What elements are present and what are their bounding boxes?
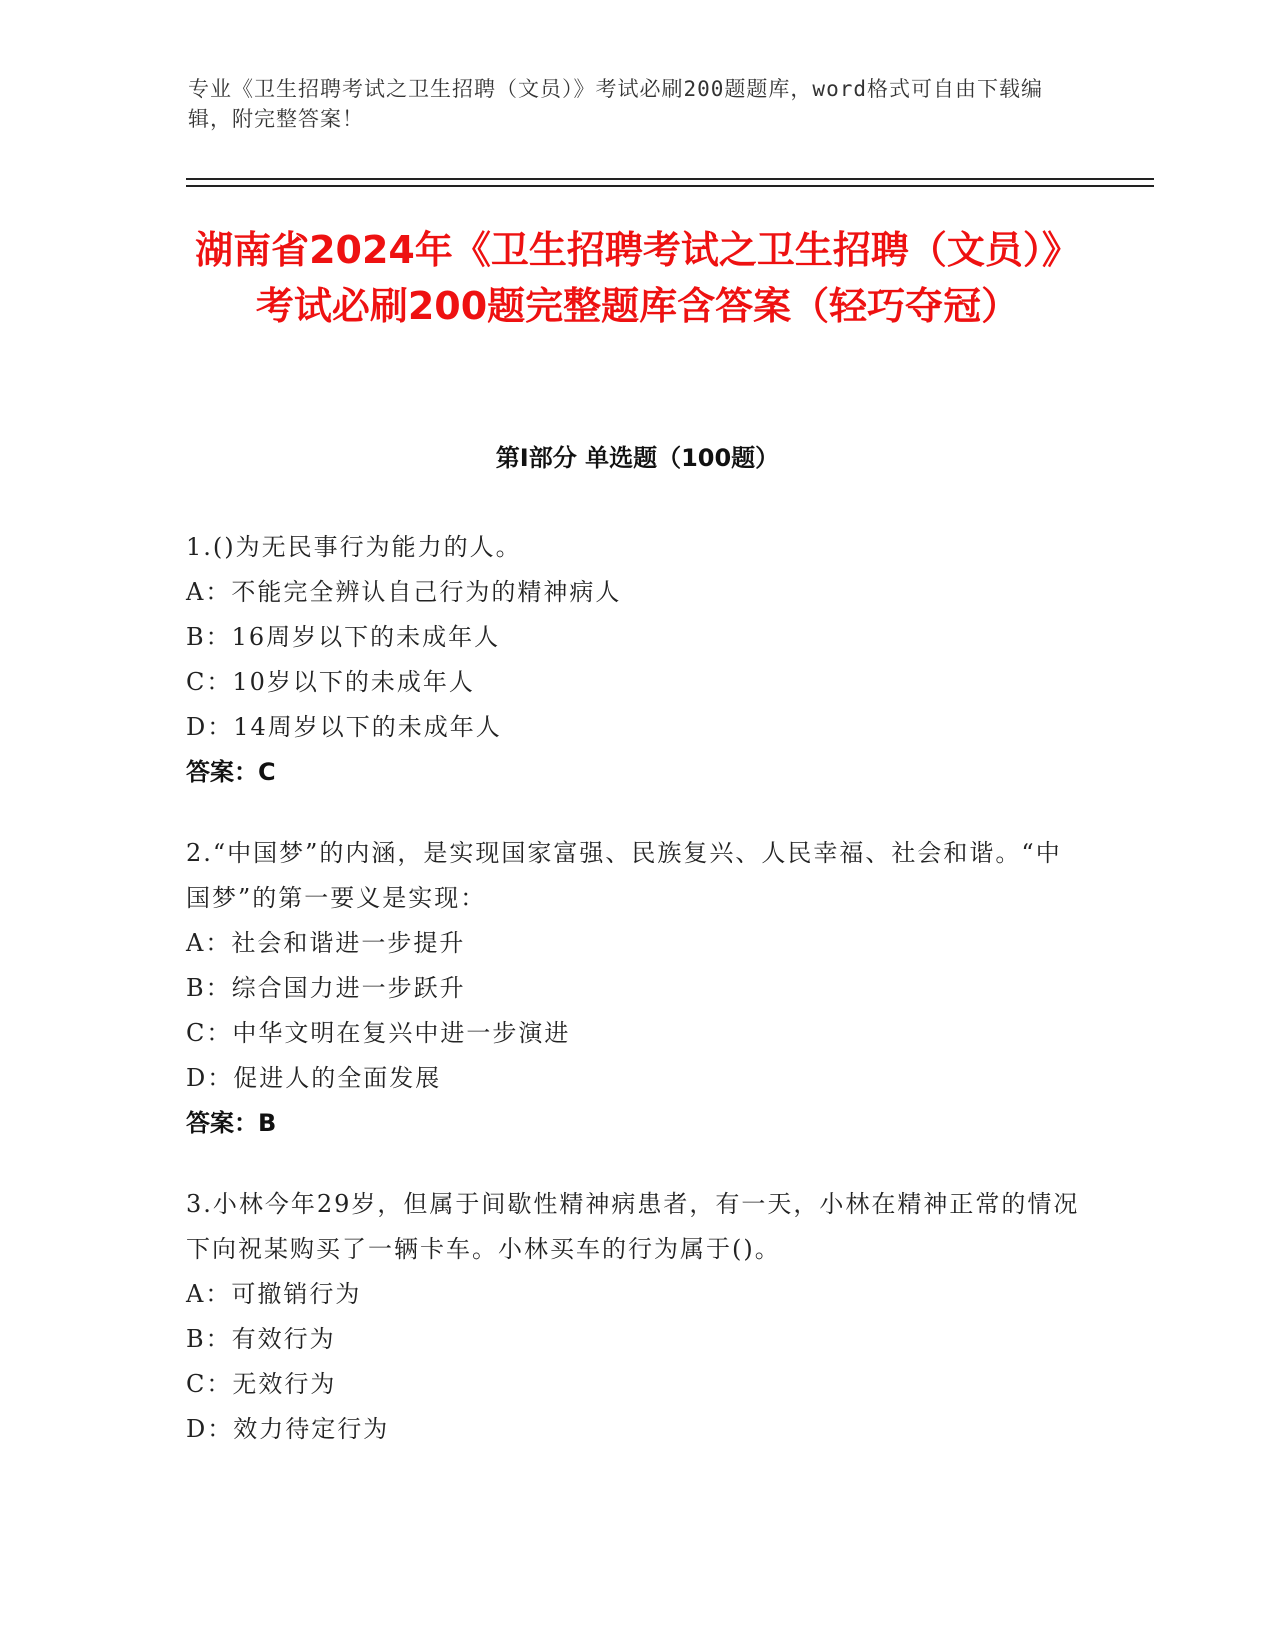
question-1 xyxy=(186,525,1086,795)
question-2 xyxy=(186,831,1086,1146)
option-b: B：综合国力进一步跃升 xyxy=(186,974,466,1002)
option-a: A：可撤销行为 xyxy=(186,1280,362,1308)
section-heading: 第Ⅰ部分 单选题（100题） xyxy=(495,444,780,472)
header-divider-top xyxy=(186,178,1154,180)
option-d: D：效力待定行为 xyxy=(186,1415,390,1443)
option-a: A：不能完全辨认自己行为的精神病人 xyxy=(186,578,622,606)
option-d: D：14周岁以下的未成年人 xyxy=(186,713,502,741)
option-a: A：社会和谐进一步提升 xyxy=(186,929,466,957)
document-title: 湖南省2024年《卫生招聘考试之卫生招聘（文员）》考试必刷200题完整题库含答案（轻巧夺冠） xyxy=(195,228,1080,328)
option-c: C：中华文明在复兴中进一步演进 xyxy=(186,1019,571,1047)
header-note: 专业《卫生招聘考试之卫生招聘（文员）》考试必刷200题题库，word格式可自由下载编辑，附完整答案！ xyxy=(188,77,1043,131)
answer: 答案：B xyxy=(186,1109,277,1137)
option-c: C：无效行为 xyxy=(186,1370,337,1398)
answer: 答案：C xyxy=(186,758,276,786)
option-c: C：10岁以下的未成年人 xyxy=(186,668,475,696)
question-stem: 1.()为无民事行为能力的人。 xyxy=(186,533,522,561)
question-list xyxy=(186,525,1086,1488)
option-b: B：16周岁以下的未成年人 xyxy=(186,623,501,651)
option-b: B：有效行为 xyxy=(186,1325,336,1353)
option-d: D：促进人的全面发展 xyxy=(186,1064,442,1092)
question-stem: 3.小林今年29岁，但属于间歇性精神病患者，有一天，小林在精神正常的情况下向祝某购买了一辆卡车。小林买车的行为属于()。 xyxy=(186,1190,1080,1263)
header-divider-bottom xyxy=(186,185,1154,187)
question-stem: 2.“中国梦”的内涵，是实现国家富强、民族复兴、人民幸福、社会和谐。“中国梦”的第一要义是实现： xyxy=(186,839,1062,912)
question-3 xyxy=(186,1182,1086,1452)
